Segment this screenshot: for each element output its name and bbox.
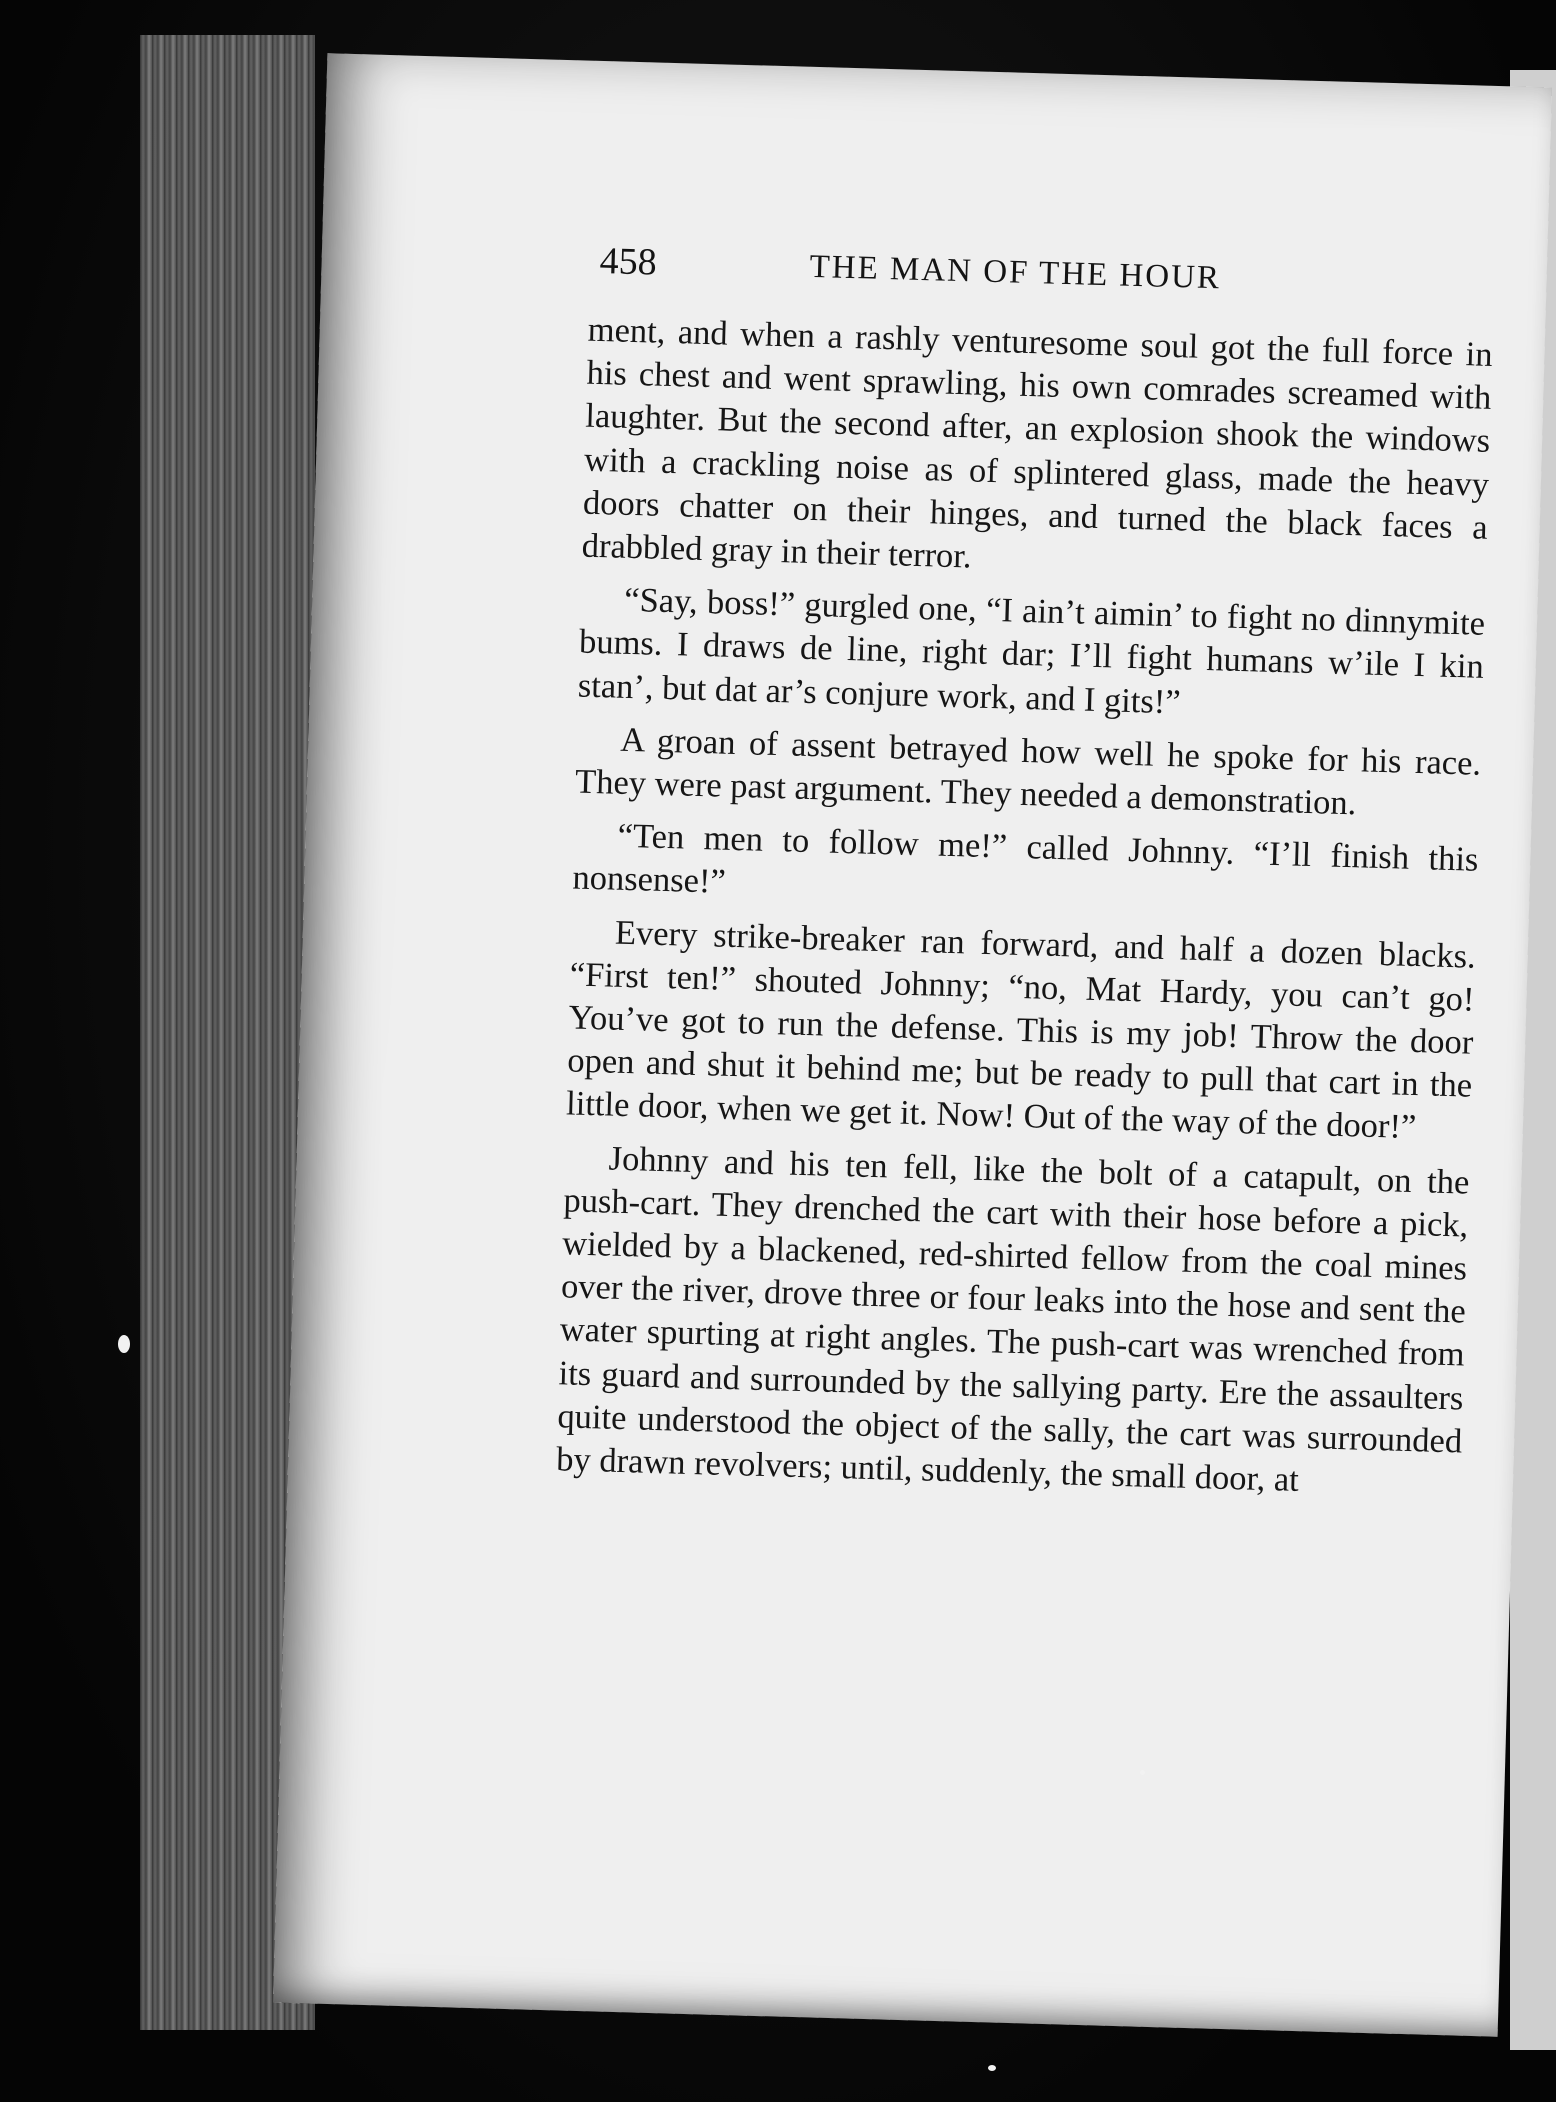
paragraph-2: “Say, boss!” gurgled one, “I ain’t aimin’ to fight no dinnymite bums. I draws de line, right dar; I’ll fight humans w’ile I kin stan’, but dat ar’s conjure work, and I gits!” [577, 581, 1486, 721]
paragraph-5: Every strike-breaker ran forward, and half a dozen blacks. “First ten!” shouted Johnny; “no, Mat Hardy, you can’t go! You’ve got to run the defense. This is my job! Throw the door open and shut it behind me; but be ready to pull that cart in the little door, when we get it. Now! Out of the way of the door!” [565, 913, 1477, 1147]
paragraph-4: “Ten men to follow me!” called Johnny. “I’ll finish this nonsense!” [572, 816, 1479, 902]
paragraph-3: A groan of assent betrayed how well he spoke for his race. They were past argument. They needed a demonstration. [574, 720, 1482, 823]
speck [1140, 1770, 1145, 1775]
book-page [273, 53, 1552, 2036]
paragraph-1: ment, and when a rashly venturesome soul got the full force in his chest and went sprawling, his own comrades screamed with laughter. But the second after, an explosion shook the windows with a crackling noise as of splintered glass, made the heavy doors chatter on their hinges, and turned the black faces a drabbled gray in their terror. [581, 310, 1494, 576]
speck [988, 2065, 996, 2071]
speck [118, 1335, 130, 1353]
body-text [555, 309, 1493, 1517]
page-header [599, 239, 1500, 324]
running-title: THE MAN OF THE HOUR [809, 248, 1222, 297]
page-number: 458 [599, 239, 658, 284]
paragraph-6: Johnny and his ten fell, like the bolt of a catapult, on the push-cart. They drenched the cart with their hose before a pick, wielded by a blackened, red-shirted fellow from the coal mines over the river, drove three or four leaks into the hose and sent the water spurting at right angles. The push-cart was wrenched from its guard and surrounded by the sallying party. Ere the assaulters quite understood the object of the sally, the cart was surrounded by drawn revolvers; until, suddenly, the small door, at [555, 1139, 1470, 1500]
